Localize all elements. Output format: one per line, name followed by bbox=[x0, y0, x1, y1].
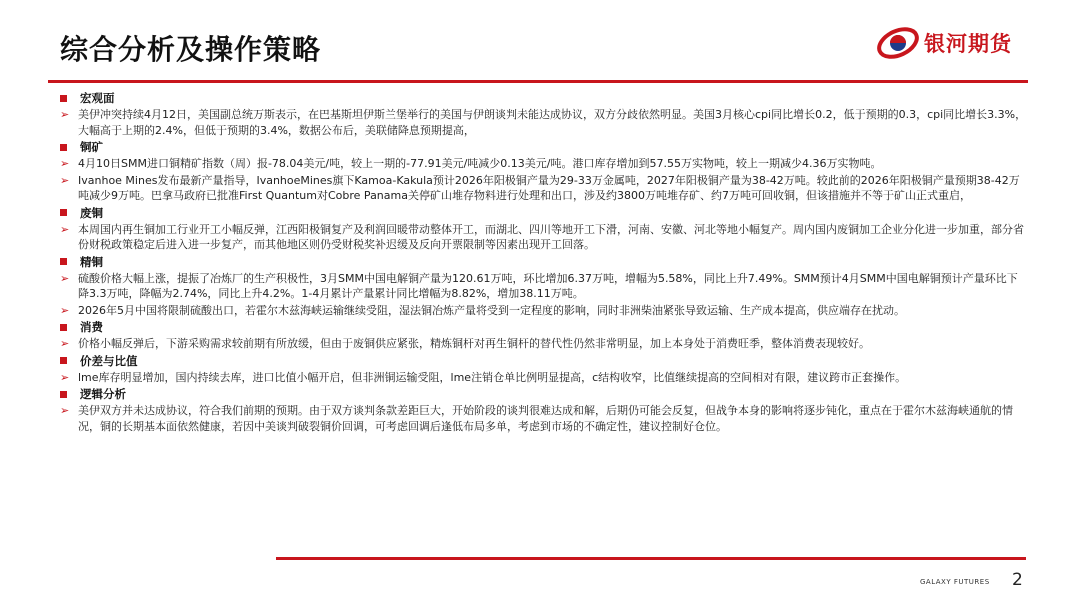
section-heading bbox=[60, 90, 1028, 106]
list-item-text: 本周国内再生铜加工行业开工小幅反弹，江西阳极铜复产及利润回暖带动整体开工，而湖北、四川等地开工下滑，河南、安徽、河北等地小幅复产。周内国内废铜加工企业分化进一步加重，部分省份财税政策稳定后进入进一步复产，而其他地区则仍受财税奖补迟缓及反向开票限制等因素出现开工回落。 bbox=[78, 222, 1024, 251]
section-heading-label: 消费 bbox=[80, 320, 103, 334]
section-heading bbox=[60, 254, 1028, 270]
section-heading-label: 废铜 bbox=[80, 205, 103, 220]
list-item bbox=[60, 173, 1028, 204]
section-heading-label: 精铜 bbox=[80, 254, 103, 269]
content-area bbox=[60, 90, 1028, 435]
section-heading-label: 宏观面 bbox=[80, 91, 115, 105]
square-bullet-icon bbox=[60, 324, 67, 331]
arrow-bullet-icon: ➢ bbox=[60, 173, 70, 187]
section-heading bbox=[60, 319, 1028, 335]
page-number: 2 bbox=[1012, 570, 1023, 590]
square-bullet-icon bbox=[60, 391, 67, 398]
list-item-text: 4月10日SMM进口铜精矿指数（周）报-78.04美元/吨，较上一期的-77.91美元/吨减少0.13美元/吨。港口库存增加到57.55万实物吨，较上一期减少4.36万实物吨。 bbox=[78, 157, 882, 170]
list-item bbox=[60, 271, 1028, 302]
square-bullet-icon bbox=[60, 258, 67, 265]
square-bullet-icon bbox=[60, 95, 67, 102]
list-item bbox=[60, 336, 1028, 352]
arrow-bullet-icon: ➢ bbox=[60, 370, 70, 384]
arrow-bullet-icon: ➢ bbox=[60, 222, 70, 236]
arrow-bullet-icon: ➢ bbox=[60, 108, 70, 121]
brand-name: 银河期货 bbox=[924, 32, 1012, 56]
section-heading bbox=[60, 205, 1028, 221]
page-title: 综合分析及操作策略 bbox=[60, 33, 322, 66]
section-heading-label: 逻辑分析 bbox=[80, 387, 126, 401]
footer-divider bbox=[276, 557, 1026, 560]
section-heading bbox=[60, 353, 1028, 369]
list-item-text: 美伊冲突持续4月12日，美国副总统万斯表示，在巴基斯坦伊斯兰堡举行的美国与伊朗谈判未能达成协议，双方分歧依然明显。美国3月核心cpi同比增长0.2，低于预期的0.3，cpi同比增长3.3%，大幅高于上期的2.4%，但低于预期的3.4%，数据公布后，美联储降息预期提高， bbox=[78, 108, 1027, 137]
list-item bbox=[60, 303, 1028, 319]
list-item-text: 硫酸价格大幅上涨，提振了冶炼厂的生产积极性，3月SMM中国电解铜产量为120.61万吨，环比增加6.37万吨，增幅为5.58%，同比上升7.49%。SMM预计4月SMM中国电解铜预计产量环比下降3.3万吨，降幅为2.74%，同比上升4.2%。1-4月累计产量累计同比增幅为8.82%，增加38.11万吨。 bbox=[78, 271, 1018, 300]
header-divider bbox=[48, 80, 1028, 83]
square-bullet-icon bbox=[60, 357, 67, 364]
list-item-text: 美伊双方并未达成协议，符合我们前期的预期。由于双方谈判条款差距巨大，开始阶段的谈判很难达成和解，后期仍可能会反复，但战争本身的影响将逐步钝化，重点在于霍尔木兹海峡通航的情况，铜的长期基本面依然健康，若因中美谈判破裂铜价回调，可考虑回调后逢低布局多单，考虑到市场的不确定性，建议控制好仓位。 bbox=[78, 404, 1013, 433]
list-item bbox=[60, 403, 1028, 434]
footer-brand: GALAXY FUTURES bbox=[920, 578, 990, 586]
list-item bbox=[60, 222, 1028, 253]
section-heading-label: 价差与比值 bbox=[80, 353, 138, 368]
section-heading-label: 铜矿 bbox=[80, 140, 103, 154]
galaxy-logo-icon bbox=[876, 22, 920, 64]
arrow-bullet-icon: ➢ bbox=[60, 337, 70, 350]
list-item bbox=[60, 370, 1028, 386]
arrow-bullet-icon: ➢ bbox=[60, 303, 70, 317]
arrow-bullet-icon: ➢ bbox=[60, 404, 70, 417]
list-item-text: Ivanhoe Mines发布最新产量指导，IvanhoeMines旗下Kamoa-Kakula预计2026年阳极铜产量为29-33万金属吨，2027年阳极铜产量为38-42万吨。较此前的2026年阳极铜产量预期38-42万吨减少9万吨。巴拿马政府已批准First Quantum对Cobre Panama关停矿山堆存物料进行处理和出口，涉及约3800万吨堆存矿、约7万吨可回收铜，但该措施并不等于矿山正式重启， bbox=[78, 173, 1020, 202]
section-heading bbox=[60, 386, 1028, 402]
section-heading bbox=[60, 139, 1028, 155]
list-item-text: 价格小幅反弹后，下游采购需求较前期有所放缓，但由于废铜供应紧张，精炼铜杆对再生铜杆的替代性仍然非常明显，加上本身处于消费旺季，整体消费表现较好。 bbox=[78, 337, 870, 350]
arrow-bullet-icon: ➢ bbox=[60, 271, 70, 285]
arrow-bullet-icon: ➢ bbox=[60, 157, 70, 170]
company-logo bbox=[876, 22, 1012, 64]
square-bullet-icon bbox=[60, 144, 67, 151]
list-item bbox=[60, 107, 1028, 138]
square-bullet-icon bbox=[60, 209, 67, 216]
list-item-text: lme库存明显增加，国内持续去库，进口比值小幅开启，但非洲铜运输受阻，lme注销仓单比例明显提高，c结构收窄，比值继续提高的空间相对有限，建议跨市正套操作。 bbox=[78, 370, 907, 384]
list-item-text: 2026年5月中国将限制硫酸出口，若霍尔木兹海峡运输继续受阻，湿法铜冶炼产量将受到一定程度的影响，同时非洲柴油紧张导致运输、生产成本提高，供应端存在扰动。 bbox=[78, 303, 905, 317]
list-item bbox=[60, 156, 1028, 172]
